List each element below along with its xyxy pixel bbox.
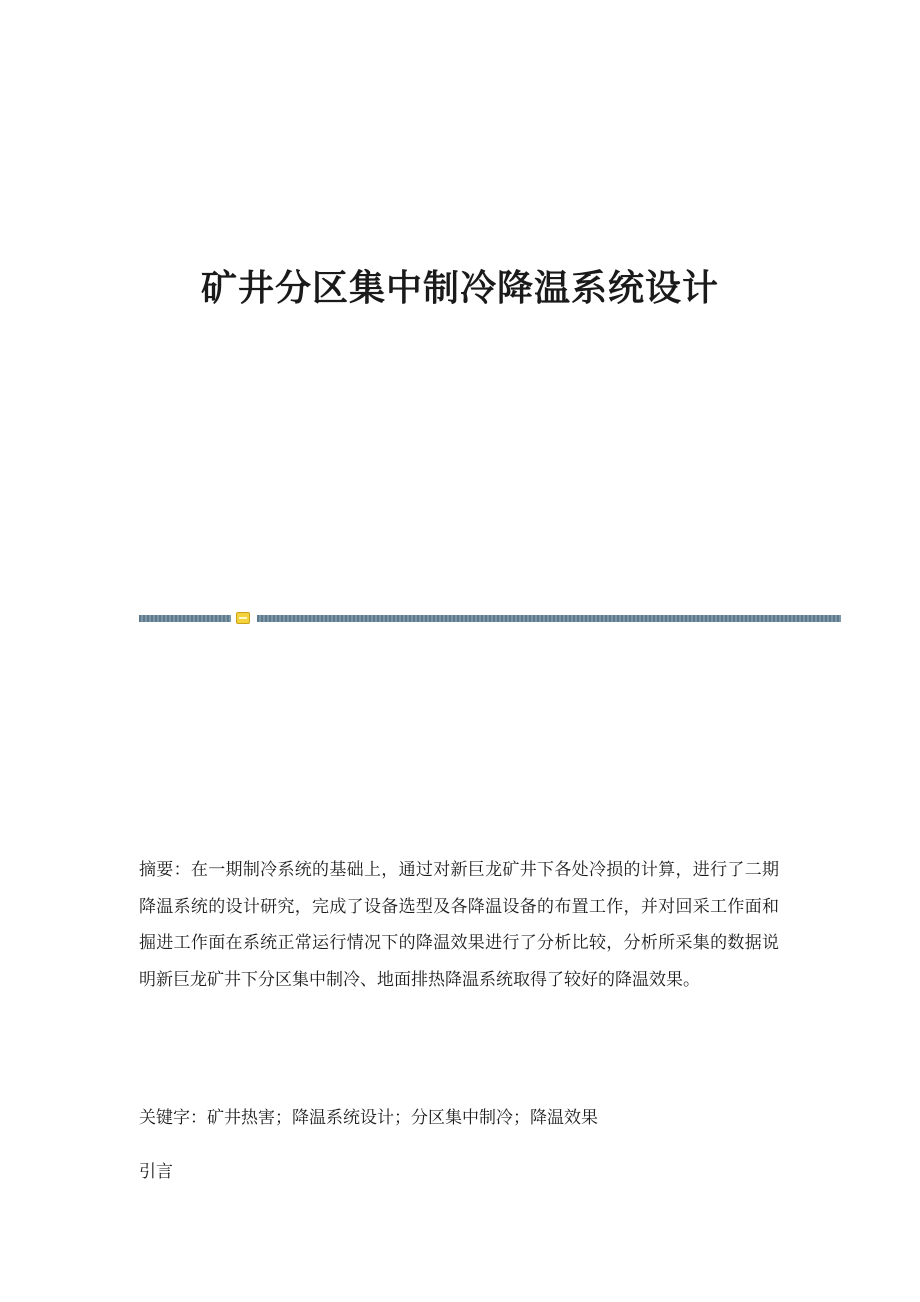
divider-bar-left [139, 615, 231, 622]
divider-ornament-icon [236, 612, 250, 624]
divider-bar-right [257, 615, 841, 622]
title-divider [139, 611, 841, 625]
document-title: 矿井分区集中制冷降温系统设计 [200, 267, 719, 309]
section-heading-introduction: 引言 [139, 1162, 173, 1182]
abstract-paragraph: 摘要：在一期制冷系统的基础上，通过对新巨龙矿井下各处冷损的计算，进行了二期降温系统的设计研究，完成了设备选型及各降温设备的布置工作，并对回采工作面和掘进工作面在系统正常运行情况下的降温效果进行了分析比较，分析所采集的数据说明新巨龙矿井下分区集中制冷、地面排热降温系统取得了较好的降温效果。 [139, 860, 779, 990]
keywords-line: 关键字：矿井热害；降温系统设计；分区集中制冷；降温效果 [139, 1108, 598, 1128]
